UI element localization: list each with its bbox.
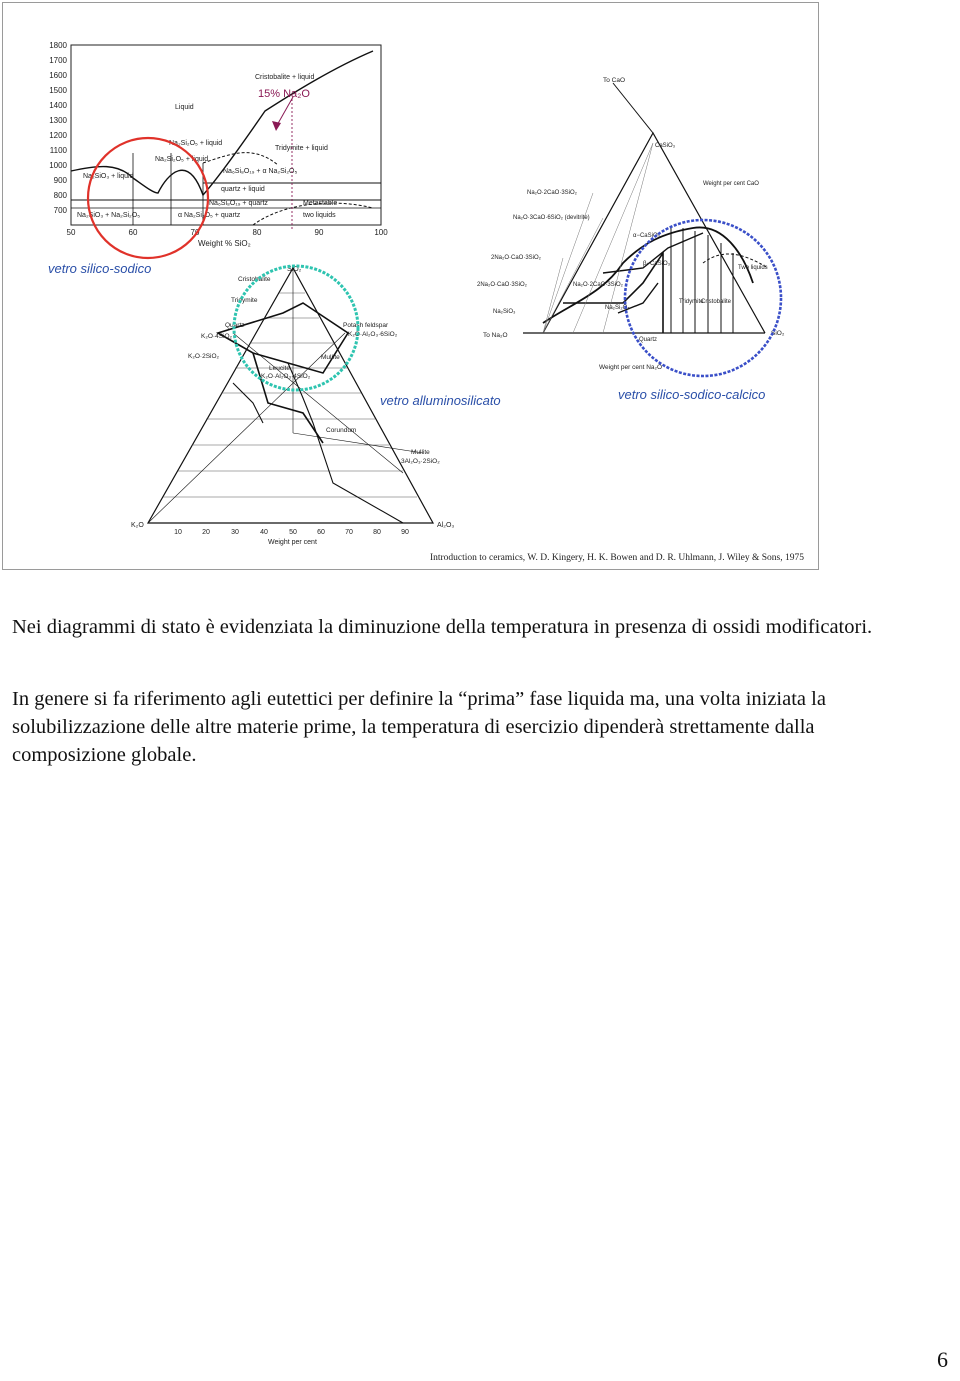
label-silico-sodico: vetro silico-sodico bbox=[48, 261, 152, 276]
figure-credit: Introduction to ceramics, W. D. Kingery, H. K. Bowen and D. R. Uhlmann, J. Wiley & Sons, 1975 bbox=[429, 553, 804, 563]
red-highlight-circle bbox=[88, 138, 208, 258]
phase-label: Tridymite bbox=[679, 299, 704, 305]
x-tick: 100 bbox=[374, 228, 388, 237]
phase-label: Metastable bbox=[303, 200, 338, 207]
x-tick: 60 bbox=[128, 228, 138, 237]
y-tick: 1700 bbox=[49, 56, 67, 65]
vertex-label: To Na₂O bbox=[483, 332, 508, 339]
paragraph-1: Nei diagrammi di stato è evidenziata la diminuzione della temperatura in presenza di ossidi modificatori. bbox=[12, 616, 873, 638]
phase-label: 2Na₂O·CaO·3SiO₂ bbox=[477, 282, 528, 288]
y-tick: 1200 bbox=[49, 131, 67, 140]
y-tick: 1400 bbox=[49, 101, 67, 110]
phase-label: two liquids bbox=[303, 212, 336, 219]
label-alluminosilicato: vetro alluminosilicato bbox=[380, 393, 501, 408]
phase-label: Na₂O·2CaO·3SiO₂ bbox=[527, 190, 578, 196]
phase-label: α−CaSiO₃ bbox=[633, 233, 661, 239]
phase-label: Cristobalite + liquid bbox=[255, 74, 315, 81]
phase-label: Leucite bbox=[269, 365, 290, 372]
na2o-annotation: 15% Na₂O bbox=[258, 88, 310, 100]
phase-label: K₂O·Al₂O₃·4SiO₂ bbox=[261, 373, 311, 380]
y-tick: 900 bbox=[53, 176, 67, 185]
phase-label: Liquid bbox=[175, 104, 194, 111]
x-tick: 70 bbox=[345, 529, 353, 536]
binary-x-ticks bbox=[67, 228, 389, 237]
phase-label: β−CaSiO₃ bbox=[643, 261, 671, 267]
phase-label: K₂O·2SiO₂ bbox=[188, 353, 220, 360]
x-tick: 90 bbox=[314, 228, 324, 237]
paragraph-2: In genere si fa riferimento agli eutettici per definire la “prima” fase liquida ma, una volta iniziata la solubilizzazione delle altre materie prime, la temperatura di esercizio dipenderà strettamente dalla composizione globale. bbox=[12, 688, 826, 766]
phase-label: Na₆Si₈O₁₉ + quartz bbox=[209, 200, 268, 207]
phase-label: K₂O·Al₂O₃·6SiO₂ bbox=[348, 331, 398, 338]
y-tick: 700 bbox=[53, 206, 67, 215]
binary-y-ticks bbox=[49, 41, 67, 215]
phase-label: Mullite bbox=[411, 449, 430, 456]
ternary-cao-diagram bbox=[477, 77, 785, 376]
phase-label: 2Na₂O·CaO·3SiO₂ bbox=[491, 255, 542, 261]
x-tick: 30 bbox=[231, 529, 239, 536]
phase-label: Na₂Si₂O₅ + liquid bbox=[155, 156, 209, 163]
phase-label: K₂O·4SiO₂ bbox=[201, 333, 233, 340]
y-tick: 1100 bbox=[49, 146, 67, 155]
phase-label: Na₂SiO₃ + liquid bbox=[83, 173, 134, 180]
x-tick: 10 bbox=[174, 529, 182, 536]
phase-label: quartz + liquid bbox=[221, 186, 265, 193]
phase-label: Na₂O·2CaO·3SiO₂ bbox=[573, 282, 624, 288]
k2o-x-ticks bbox=[174, 529, 409, 536]
y-tick: 1500 bbox=[49, 86, 67, 95]
vertex-label: SiO₂ bbox=[287, 266, 302, 273]
binary-diagram bbox=[49, 41, 388, 258]
phase-label: Quartz bbox=[639, 337, 658, 343]
cao-axis-label: Weight per cent Na₂O bbox=[599, 364, 663, 371]
x-tick: 90 bbox=[401, 529, 409, 536]
y-tick: 1300 bbox=[49, 116, 67, 125]
x-tick: 80 bbox=[373, 529, 381, 536]
label-silico-sodico-calcico: vetro silico-sodico-calcico bbox=[618, 387, 766, 402]
phase-label: Two liquids bbox=[738, 265, 768, 271]
phase-label: Na₂SiO₃ + Na₂Si₂O₅ bbox=[77, 212, 141, 219]
phase-label: Na₆Si₈O₁₉ + α Na₂Si₂O₅ bbox=[223, 168, 298, 175]
phase-diagrams-figure bbox=[2, 2, 819, 570]
vertex-label: SiO₂ bbox=[771, 330, 785, 337]
x-tick: 50 bbox=[289, 529, 297, 536]
vertex-label: To CaO bbox=[603, 77, 626, 84]
phase-label: Na₂Si₂O₅ bbox=[605, 305, 630, 311]
phase-label: Tridymite + liquid bbox=[275, 145, 328, 152]
vertex-label: Al₂O₃ bbox=[437, 522, 455, 529]
phase-label: 3Al₂O₃·2SiO₂ bbox=[401, 458, 440, 465]
phase-label: Mullite bbox=[321, 354, 340, 361]
phase-label: Na₂Si₂O₅ + liquid bbox=[169, 140, 223, 147]
phase-label: Cristobalite bbox=[238, 276, 271, 283]
y-tick: 1600 bbox=[49, 71, 67, 80]
y-tick: 800 bbox=[53, 191, 67, 200]
x-tick: 50 bbox=[66, 228, 76, 237]
phase-label: Cristobalite bbox=[701, 299, 732, 305]
k2o-axis-label: Weight per cent bbox=[268, 539, 317, 546]
x-tick: 40 bbox=[260, 529, 268, 536]
phase-label: Corundum bbox=[326, 427, 357, 434]
y-tick: 1000 bbox=[49, 161, 67, 170]
binary-x-axis-label: Weight % SiO₂ bbox=[198, 239, 251, 248]
page-number: 6 bbox=[937, 1347, 948, 1372]
x-tick: 60 bbox=[317, 529, 325, 536]
y-tick: 1800 bbox=[49, 41, 67, 50]
phase-label: Na₂O·3CaO·6SiO₂ (devitrite) bbox=[513, 215, 590, 221]
phase-label: Weight per cent CaO bbox=[703, 181, 759, 187]
x-tick: 70 bbox=[190, 228, 200, 237]
x-tick: 80 bbox=[252, 228, 262, 237]
phase-label: Na₂SiO₃ bbox=[493, 309, 516, 315]
phase-label: Quartz bbox=[225, 322, 245, 329]
phase-label: Tridymite bbox=[231, 297, 258, 304]
phase-label: α Na₂Si₂O₅ + quartz bbox=[178, 212, 241, 219]
phase-label: CaSiO₃ bbox=[655, 143, 676, 149]
x-tick: 20 bbox=[202, 529, 210, 536]
vertex-label: K₂O bbox=[131, 522, 144, 529]
phase-label: Potash feldspar bbox=[343, 322, 389, 329]
